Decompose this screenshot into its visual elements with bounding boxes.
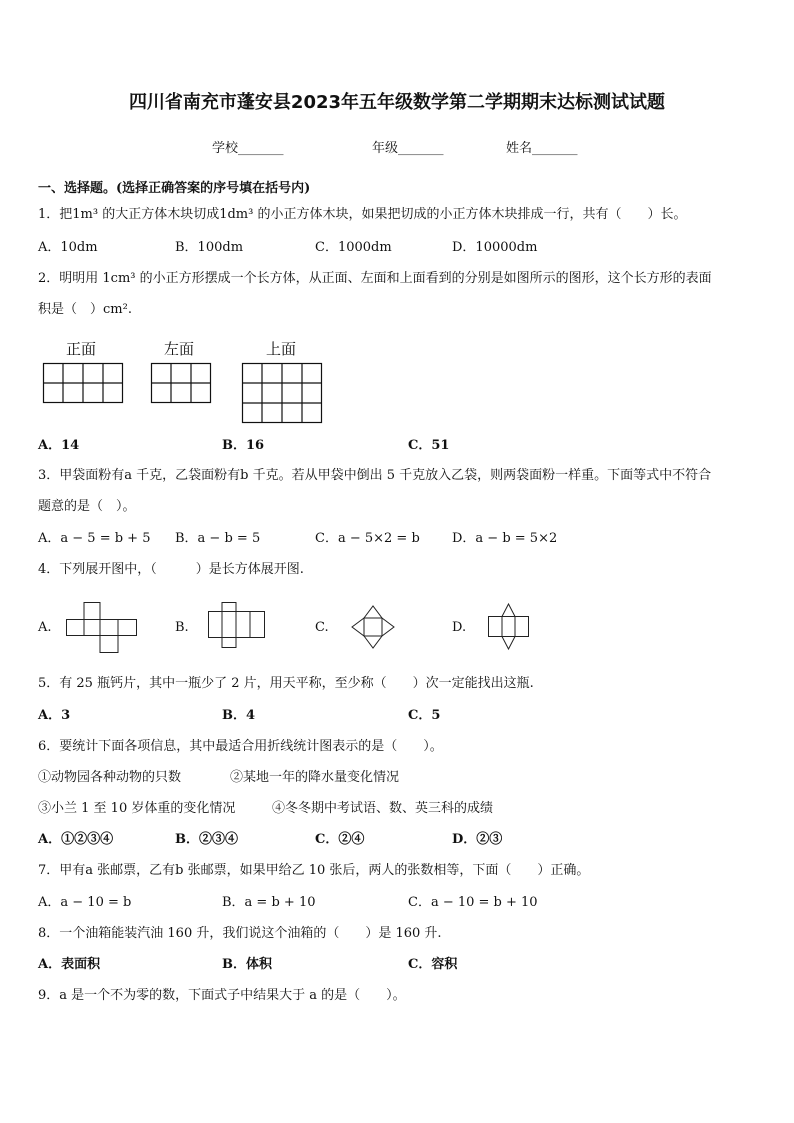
q7-option-a: A．a − 10 = b [38, 895, 132, 910]
q6-item-4: ④冬冬期中考试语、数、英三科的成绩 [272, 801, 494, 816]
net-c-figure [350, 604, 396, 650]
question-7: 7．甲有a 张邮票，乙有b 张邮票，如果甲给乙 10 张后，两人的张数相等，下面（ ）正确。 [38, 863, 590, 878]
top-view-grid [242, 363, 322, 423]
q4-option-d: D. [452, 620, 467, 635]
top-view-label: 上面 [266, 340, 297, 358]
left-view-grid [151, 363, 211, 403]
q1-option-b: B．100dm [175, 240, 244, 255]
net-b-figure [206, 600, 266, 654]
q7-option-c: C．a − 10 = b + 10 [408, 895, 538, 910]
q2-option-a: A．14 [38, 438, 80, 453]
name-field: 姓名_______ [506, 141, 578, 156]
grade-field: 年级_______ [372, 141, 444, 156]
q2-option-c: C．51 [408, 438, 450, 453]
q2-option-b: B．16 [222, 438, 265, 453]
question-4: 4．下列展开图中，（ ）是长方体展开图. [38, 562, 304, 577]
q4-option-b: B. [175, 620, 189, 635]
question-8: 8．一个油箱能装汽油 160 升，我们说这个油箱的（ ）是 160 升. [38, 926, 442, 941]
front-view-label: 正面 [66, 340, 97, 358]
q8-option-a: A．表面积 [38, 957, 101, 972]
q8-option-c: C．容积 [408, 957, 458, 972]
net-d-figure [486, 602, 532, 652]
question-2-line2: 积是（ ）cm². [38, 302, 132, 317]
q4-option-c: C. [315, 620, 329, 635]
question-9: 9．a 是一个不为零的数，下面式子中结果大于 a 的是（ ）。 [38, 988, 406, 1003]
q6-item-1: ①动物园各种动物的只数 [38, 770, 182, 785]
question-3-line1: 3．甲袋面粉有a 千克，乙袋面粉有b 千克。若从甲袋中倒出 5 千克放入乙袋，则两袋面粉一样重。下面等式中不符合 [38, 468, 712, 483]
question-1: 1．把1m³ 的大正方体木块切成1dm³ 的小正方体木块，如果把切成的小正方体木块排成一行，共有（ ）长。 [38, 207, 687, 222]
q6-option-d: D．②③ [452, 832, 503, 847]
left-view-label: 左面 [164, 340, 195, 358]
q6-option-c: C．②④ [315, 832, 365, 847]
section-heading: 一、选择题。(选择正确答案的序号填在括号内) [38, 181, 311, 196]
front-view-grid [43, 363, 123, 403]
q4-option-a: A. [38, 620, 52, 635]
q7-option-b: B．a = b + 10 [222, 895, 316, 910]
q1-option-a: A．10dm [38, 240, 98, 255]
question-6: 6．要统计下面各项信息，其中最适合用折线统计图表示的是（ ）。 [38, 739, 443, 754]
q6-option-a: A．①②③④ [38, 832, 114, 847]
q6-option-b: B．②③④ [175, 832, 238, 847]
question-5: 5．有 25 瓶钙片，其中一瓶少了 2 片，用天平称，至少称（ ）次一定能找出这瓶. [38, 676, 534, 691]
q8-option-b: B．体积 [222, 957, 272, 972]
q3-option-b: B．a − b = 5 [175, 531, 261, 546]
question-3-line2: 题意的是（ ）。 [38, 499, 136, 514]
page-title: 四川省南充市蓬安县2023年五年级数学第二学期期末达标测试试题 [128, 92, 666, 113]
q3-option-a: A．a − 5 = b + 5 [38, 531, 151, 546]
q5-option-b: B．4 [222, 708, 256, 723]
q3-option-c: C．a − 5×2 = b [315, 531, 420, 546]
q1-option-c: C．1000dm [315, 240, 392, 255]
q6-item-2: ②某地一年的降水量变化情况 [230, 770, 400, 785]
question-2-line1: 2．明明用 1cm³ 的小正方形摆成一个长方体，从正面、左面和上面看到的分别是如图所示的图形，这个长方形的表面 [38, 271, 712, 286]
q6-item-3: ③小兰 1 至 10 岁体重的变化情况 [38, 801, 236, 816]
school-field: 学校_______ [212, 141, 284, 156]
q5-option-c: C．5 [408, 708, 441, 723]
net-a-figure [66, 600, 138, 654]
q1-option-d: D．10000dm [452, 240, 538, 255]
q5-option-a: A．3 [38, 708, 71, 723]
q3-option-d: D．a − b = 5×2 [452, 531, 558, 546]
